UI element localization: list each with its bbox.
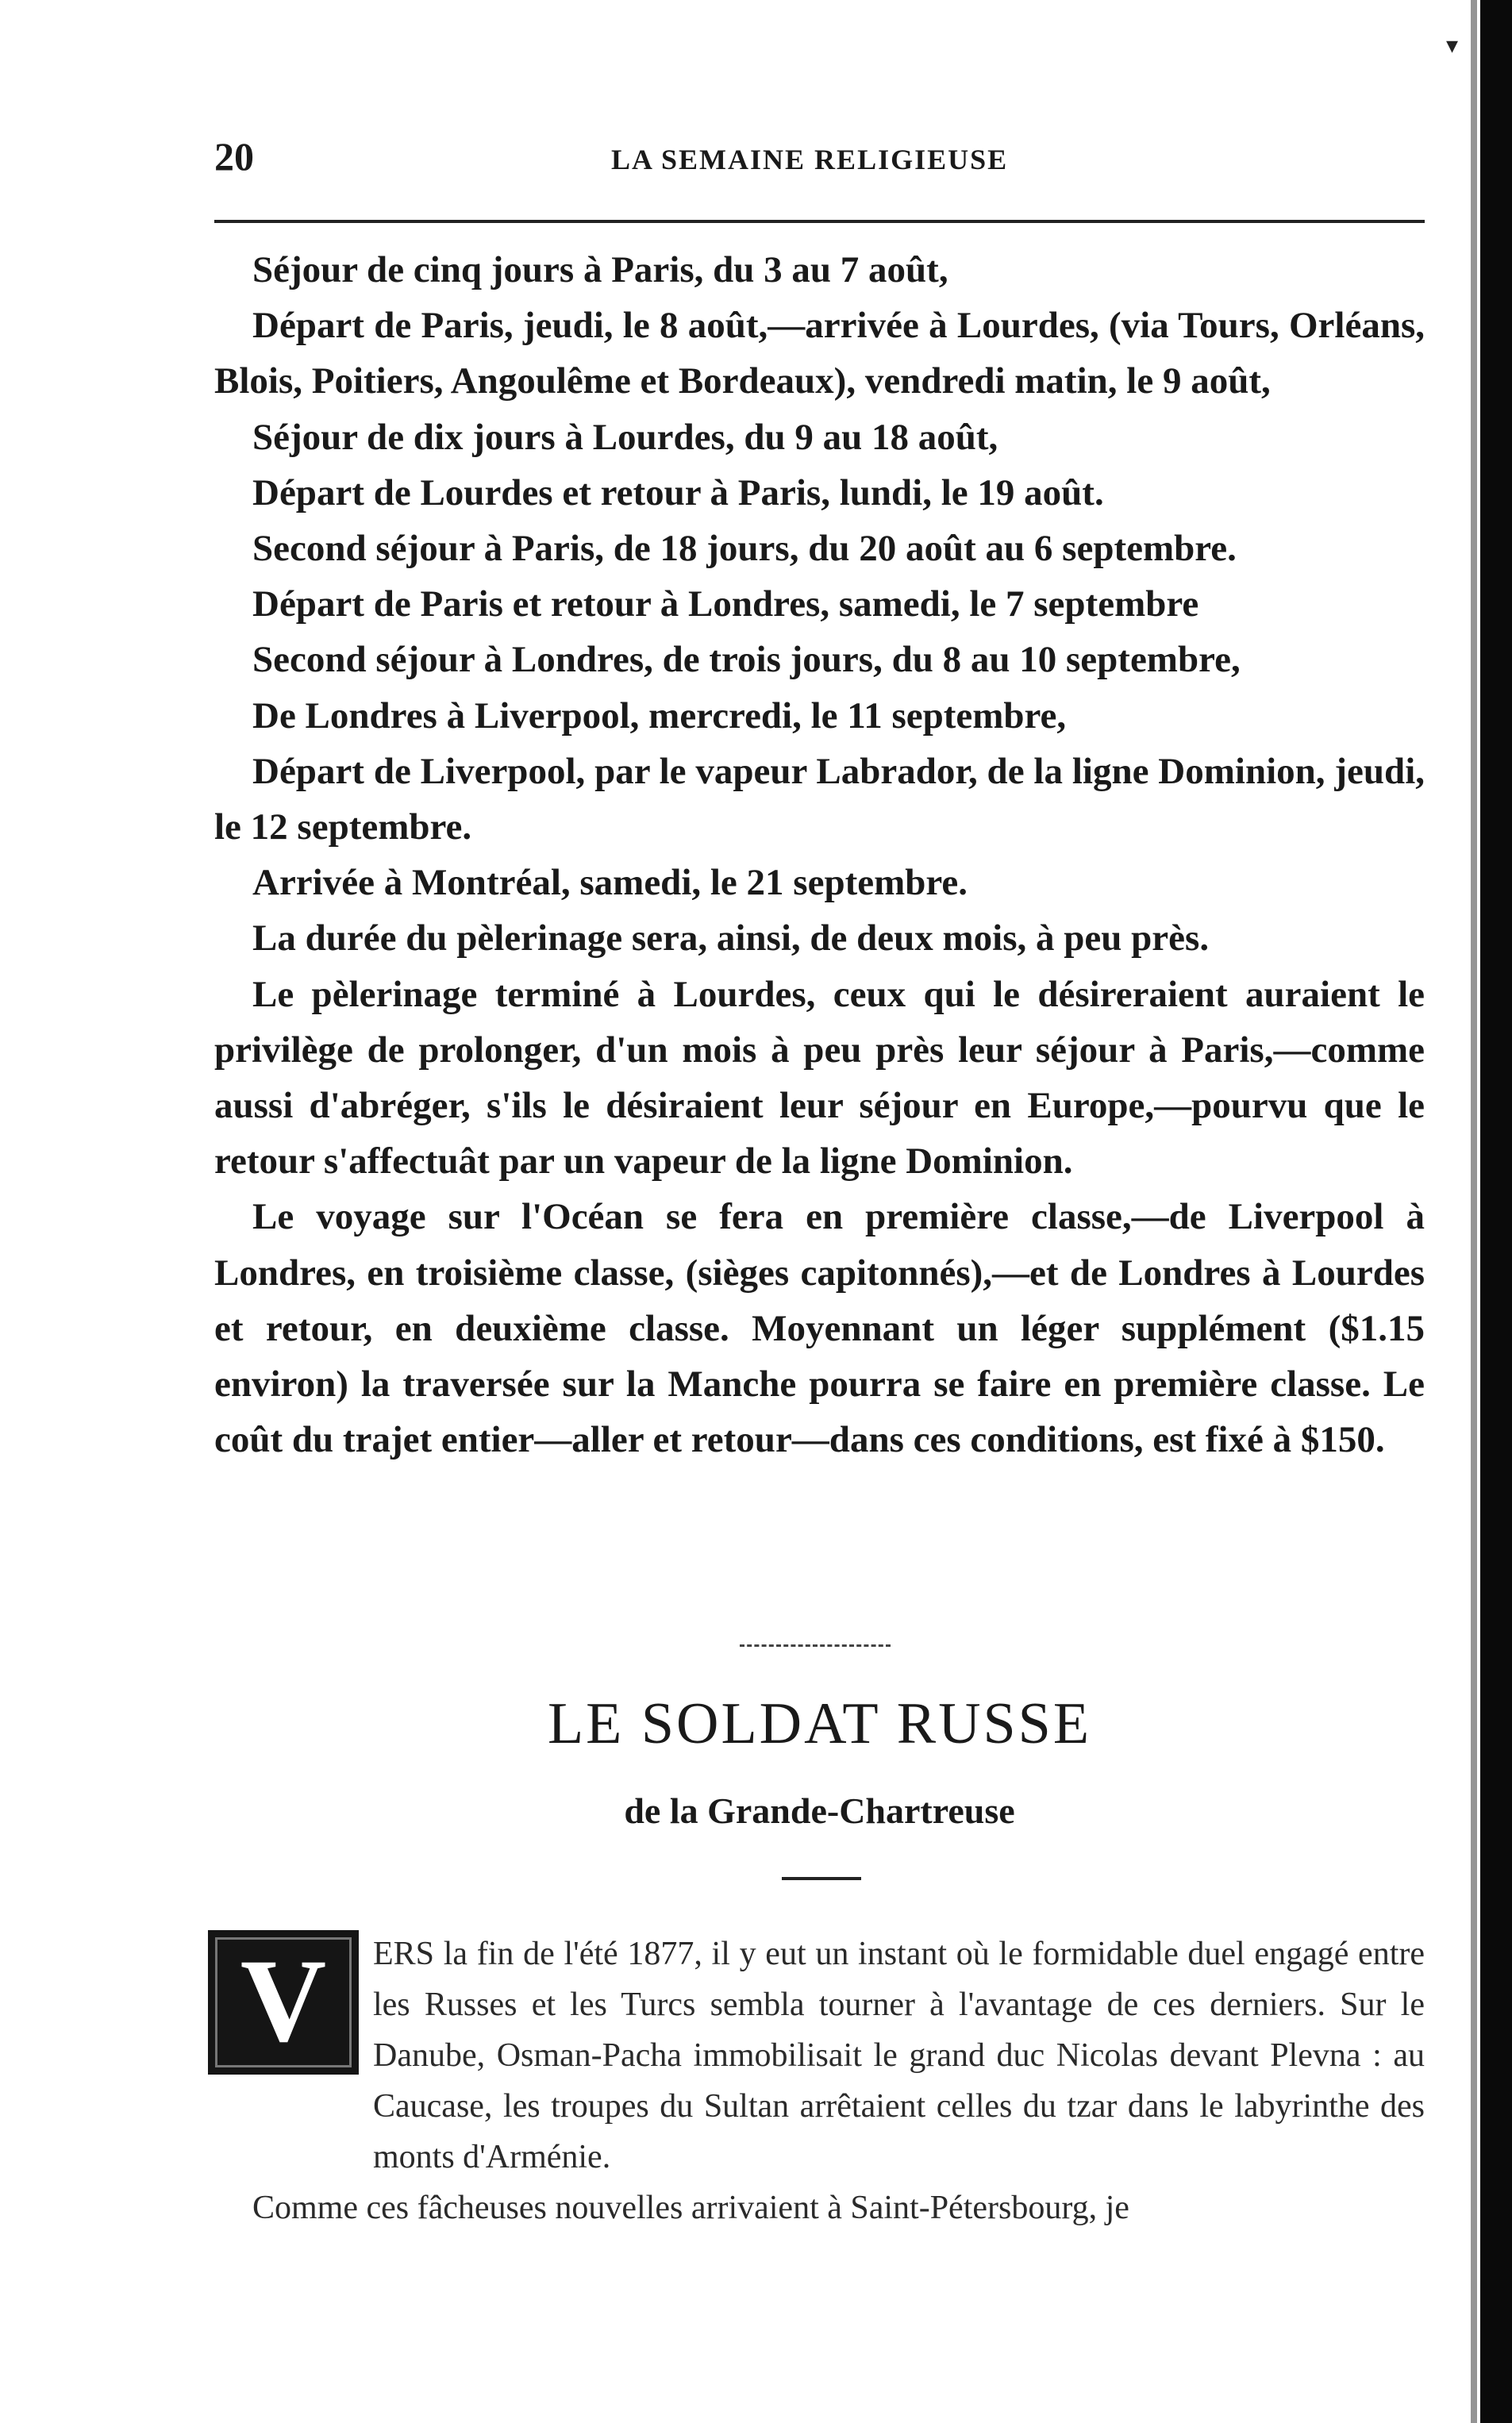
itinerary-section (214, 242, 1425, 1467)
section-separator (740, 1644, 891, 1647)
running-head: LA SEMAINE RELIGIEUSE (611, 144, 1009, 175)
page-header (214, 133, 1425, 181)
header-rule (214, 220, 1425, 223)
ink-speck: ▾ (1446, 33, 1459, 59)
itinerary-duration: La durée du pèlerinage sera, ainsi, de deux mois, à peu près. (252, 917, 1210, 960)
article-title: LE SOLDAT RUSSE (547, 1691, 1092, 1756)
dropcap-letter: V (240, 1935, 327, 2067)
itinerary-depart-lourdes: Départ de Lourdes et retour à Paris, lundi, le 19 août. (252, 471, 1104, 513)
article-body (214, 1929, 1425, 2233)
article-subtitle: de la Grande-Chartreuse (624, 1790, 1015, 1831)
itinerary-depart-paris: Départ de Paris, jeudi, le 8 août,—arrivée à Lourdes, (via Tours, Orléans, Blois, Poitiers, Angoulême et Bordeaux), vendredi matin, le 9 août, (214, 305, 1425, 402)
itinerary-arrival-montreal: Arrivée à Montréal, samedi, le 21 septembre. (252, 862, 968, 904)
itinerary-paris-stay: Séjour de cinq jours à Paris, du 3 au 7 août, (252, 249, 948, 290)
itinerary-liverpool: De Londres à Liverpool, mercredi, le 11 septembre, (252, 694, 1067, 737)
page-number: 20 (214, 134, 254, 179)
itinerary-depart-liverpool: Départ de Liverpool, par le vapeur Labrador, de la ligne Dominion, jeudi, le 12 septembre. (214, 750, 1425, 848)
itinerary-lourdes-stay: Séjour de dix jours à Lourdes, du 9 au 18 août, (252, 416, 998, 458)
itinerary-second-london: Second séjour à Londres, de trois jours, du 8 au 10 septembre, (252, 639, 1241, 681)
book-spine-shadow (1480, 0, 1512, 2423)
article-paragraph: ERS la fin de l'été 1877, il y eut un instant où le formidable duel engagé entre les Russes et les Turcs sembla tourner à l'avantage de ces derniers. Sur le Danube, Osman-Pacha immobilisait le grand duc Nicolas devant Plevna : au Caucase, les troupes du Sultan arrêtaient celles du tzar dans le labyrinthe des monts d'Arménie. (373, 1936, 1425, 2175)
itinerary-extension: Le pèlerinage terminé à Lourdes, ceux qui le désireraient auraient le privilège de prolonger, d'un mois à peu près leur séjour à Paris,—comme aussi d'abréger, s'ils le désiraient leur séjour en Europe,—pourvu que le retour s'affectuât par un vapeur de la ligne Dominion. (214, 973, 1425, 1183)
itinerary-return-london: Départ de Paris et retour à Londres, samedi, le 7 septembre (252, 583, 1199, 625)
title-rule (782, 1877, 861, 1880)
article-paragraph: Comme ces fâcheuses nouvelles arrivaient à Saint-Pétersbourg, je (252, 2190, 1129, 2226)
itinerary-classes-cost: Le voyage sur l'Océan se fera en première classe,—de Liverpool à Londres, en troisième classe, (sièges capitonnés),—et de Londres à Lourdes et retour, en deuxième classe. Moyennant un léger supplément ($1.15 environ) la traversée sur la Manche pourra se faire en première classe. Le coût du trajet entier—aller et retour—dans ces conditions, est fixé à $150. (214, 1196, 1425, 1461)
itinerary-second-paris: Second séjour à Paris, de 18 jours, du 20 août au 6 septembre. (252, 528, 1237, 570)
